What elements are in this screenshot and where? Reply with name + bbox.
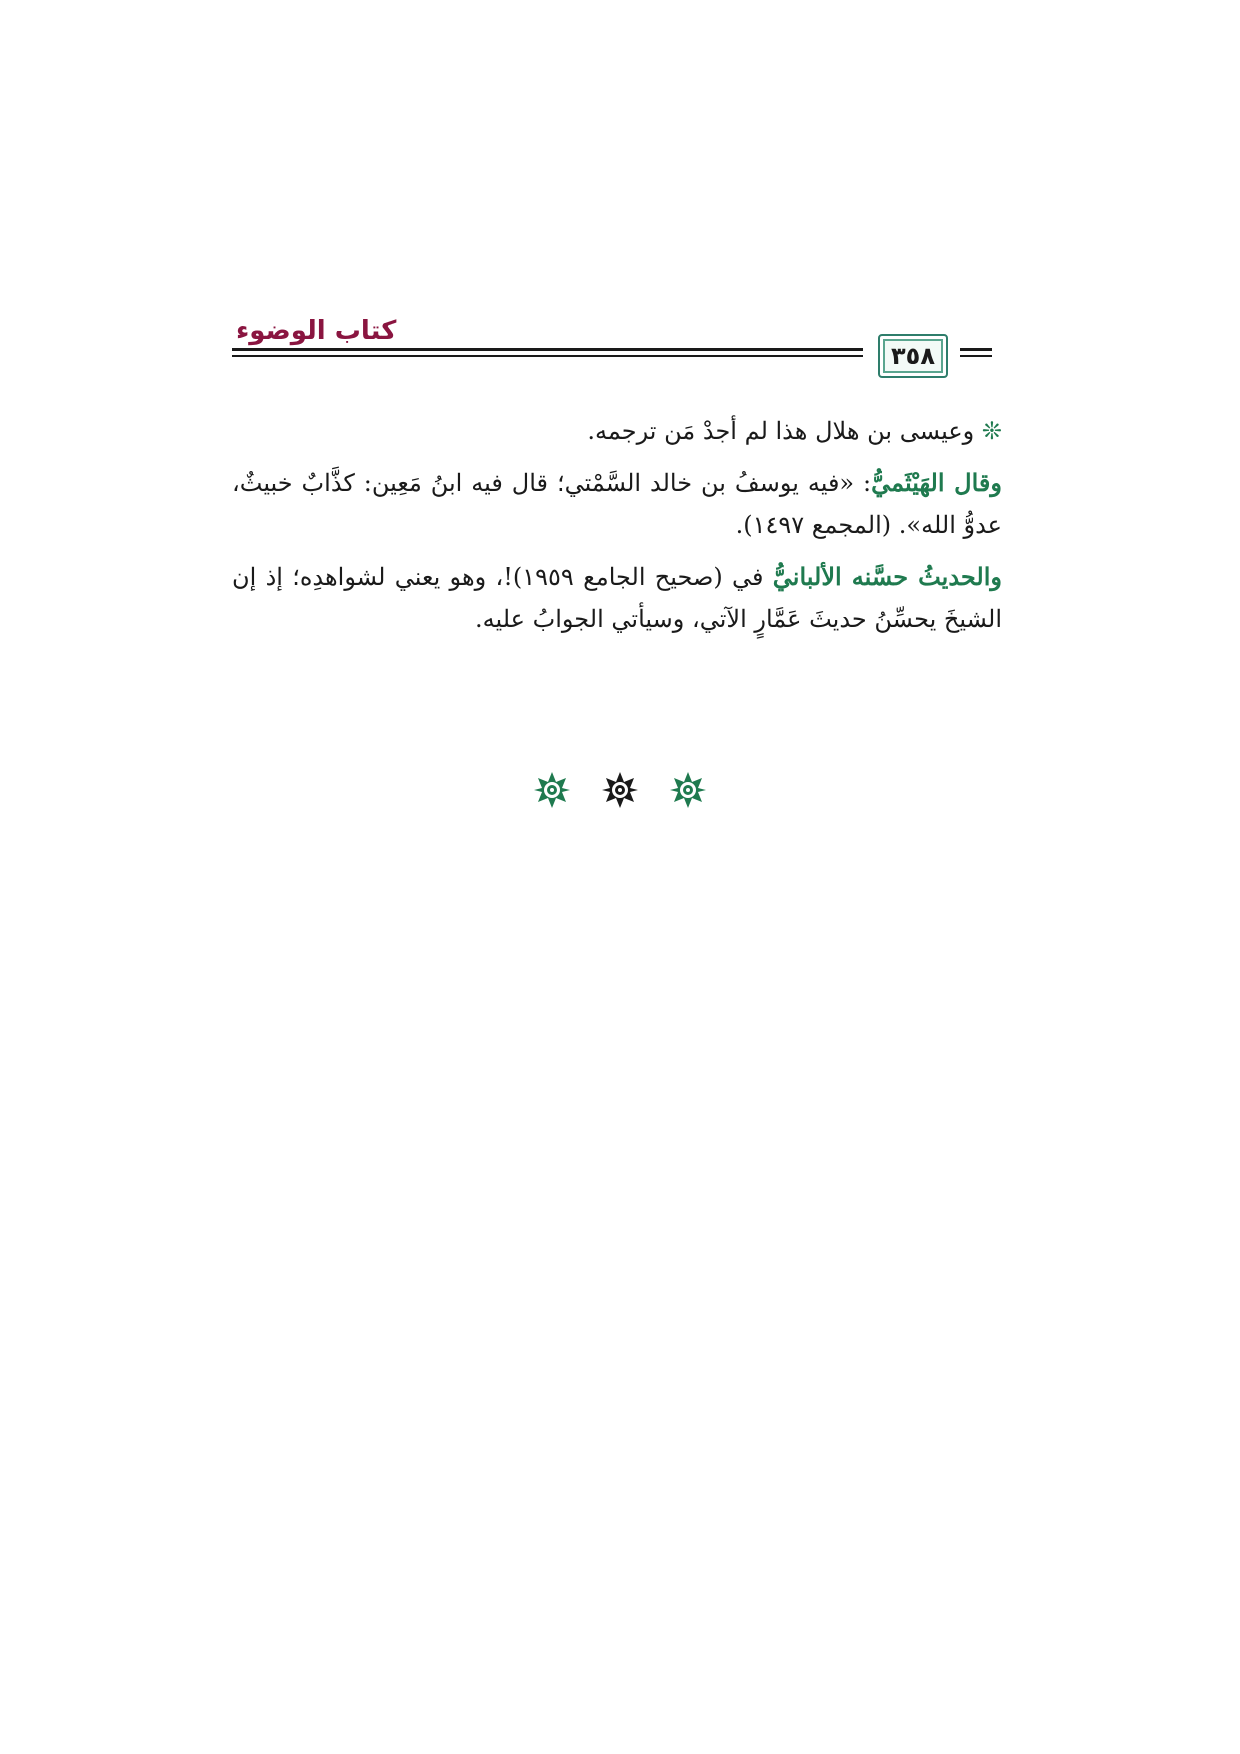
green-flower-ornament-icon — [668, 770, 708, 810]
header-rule — [960, 348, 992, 351]
header-rule — [960, 355, 992, 357]
chapter-title: كتاب الوضوء — [236, 316, 397, 346]
paragraph-text: وعيسى بن هلال هذا لم أجدْ مَن ترجمه. — [587, 417, 982, 445]
paragraph-lead: والحديثُ حسَّنه الألبانيُّ — [772, 562, 1002, 591]
paragraph-lead: وقال الهَيْثَميُّ — [871, 468, 1002, 497]
paragraph-text: في (صحيح الجامع ١٩٥٩)!، وهو يعني لشواهدِه؛ إذ إن الشيخَ يحسِّنُ حديثَ عَمَّارٍ الآتي، وسيأتي الجوابُ عليه. — [232, 563, 1002, 633]
header-rule — [232, 348, 863, 351]
paragraph — [232, 462, 1002, 546]
section-end-ornaments — [532, 770, 708, 810]
page-number-badge — [878, 334, 948, 378]
paragraph-text: : «فيه يوسفُ بن خالد السَّمْتي؛ قال فيه ابنُ مَعِين: كذَّابٌ خبيثٌ، عدوُّ الله». (المجمع ١٤٩٧). — [232, 469, 1002, 539]
bullet-star-icon: ❊ — [981, 417, 1002, 445]
page-header — [232, 312, 1002, 392]
header-rule — [232, 355, 863, 357]
paragraph — [232, 556, 1002, 640]
green-flower-ornament-icon — [532, 770, 572, 810]
black-flower-ornament-icon — [600, 770, 640, 810]
page-number: ٣٥٨ — [891, 342, 935, 370]
paragraph — [232, 410, 1002, 452]
page-body — [232, 410, 1002, 650]
